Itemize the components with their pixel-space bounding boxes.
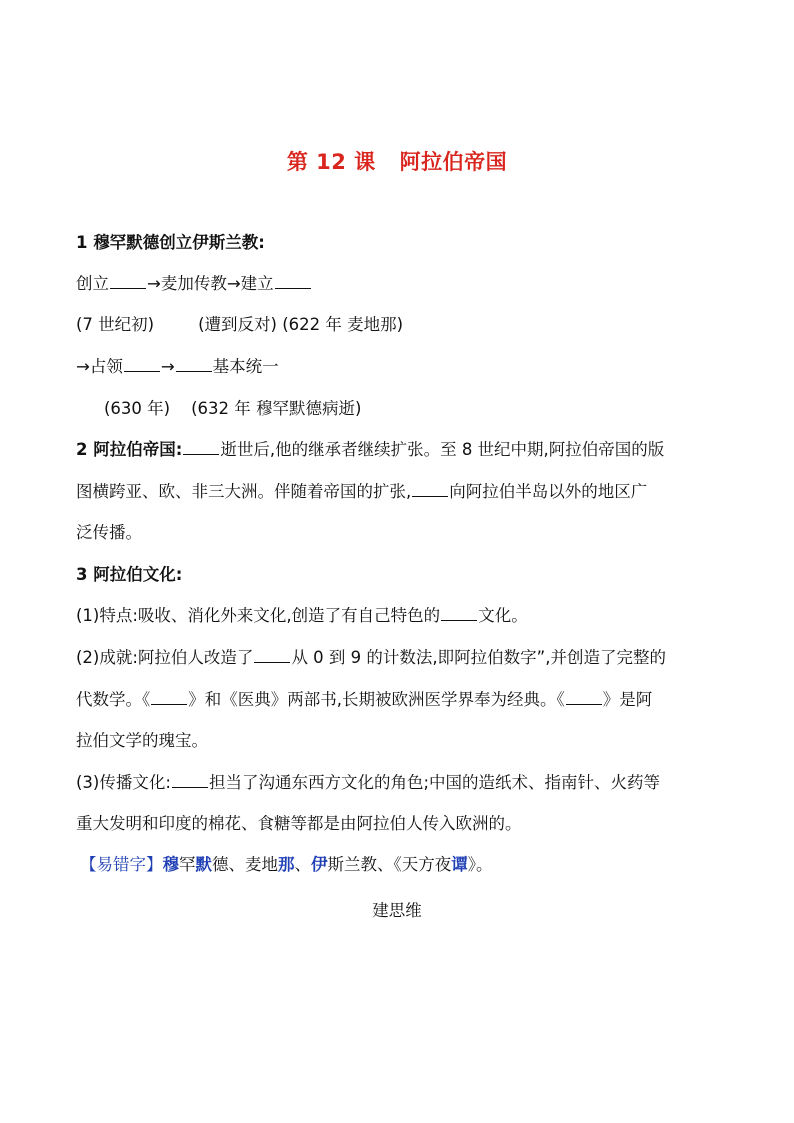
section1-flow2: →占领 → 基本统一 [76, 357, 279, 376]
section1-heading: 1 穆罕默德创立伊斯兰教: [76, 233, 265, 252]
section2-heading: 2 阿拉伯帝国: [76, 440, 183, 459]
blank [275, 272, 311, 289]
section2-line2: 图横跨亚、欧、非三大洲。伴随着帝国的扩张, 向阿拉伯半岛以外的地区广 [76, 482, 648, 501]
section1-note1: (7 世纪初) (遭到反对) (622 年 麦地那) [76, 315, 404, 334]
error-prone-characters: 【易错字】穆罕默德、麦地那、伊斯兰教、《天方夜谭》。 [80, 855, 493, 874]
blank [412, 480, 448, 497]
lesson-number: 第 12 课 [286, 150, 376, 174]
section3-p3-line2: 重大发明和印度的棉花、食糖等都是由阿拉伯人传入欧洲的。 [76, 814, 522, 833]
section3-p2-line2: 代数学。《 》和《医典》两部书,长期被欧洲医学界奉为经典。《 》是阿 [76, 690, 653, 709]
blank [110, 272, 146, 289]
blank [151, 688, 187, 705]
blank [441, 604, 477, 621]
section1-flow1: 创立 →麦加传教→建立 [76, 272, 312, 296]
blank [176, 355, 212, 372]
section3-p1: (1)特点:吸收、消化外来文化,创造了有自己特色的 文化。 [76, 606, 528, 625]
section3-p3-line1: (3)传播文化: 担当了沟通东西方文化的角色;中国的造纸术、指南针、火药等 [76, 773, 660, 792]
error-label: 【易错字】 [80, 855, 163, 874]
section2-line1: 2 阿拉伯帝国: 逝世后,他的继承者继续扩张。至 8 世纪中期,阿拉伯帝国的版 [76, 440, 665, 459]
blank [254, 646, 290, 663]
blank [566, 688, 602, 705]
section2-line3: 泛传播。 [76, 523, 142, 542]
footer-text: 建思维 [372, 901, 422, 920]
blank [172, 771, 208, 788]
section3-p2-line1: (2)成就:阿拉伯人改造了 从 0 到 9 的计数法,即阿拉伯数字”,并创造了完整的 [76, 648, 666, 667]
page-title [0, 146, 794, 176]
section3-p2-line3: 拉伯文学的瑰宝。 [76, 731, 208, 750]
section1-note2: (630 年) (632 年 穆罕默德病逝) [104, 399, 362, 418]
blank [124, 355, 160, 372]
lesson-name: 阿拉伯帝国 [399, 150, 508, 174]
section3-heading: 3 阿拉伯文化: [76, 565, 183, 584]
blank [183, 438, 219, 455]
